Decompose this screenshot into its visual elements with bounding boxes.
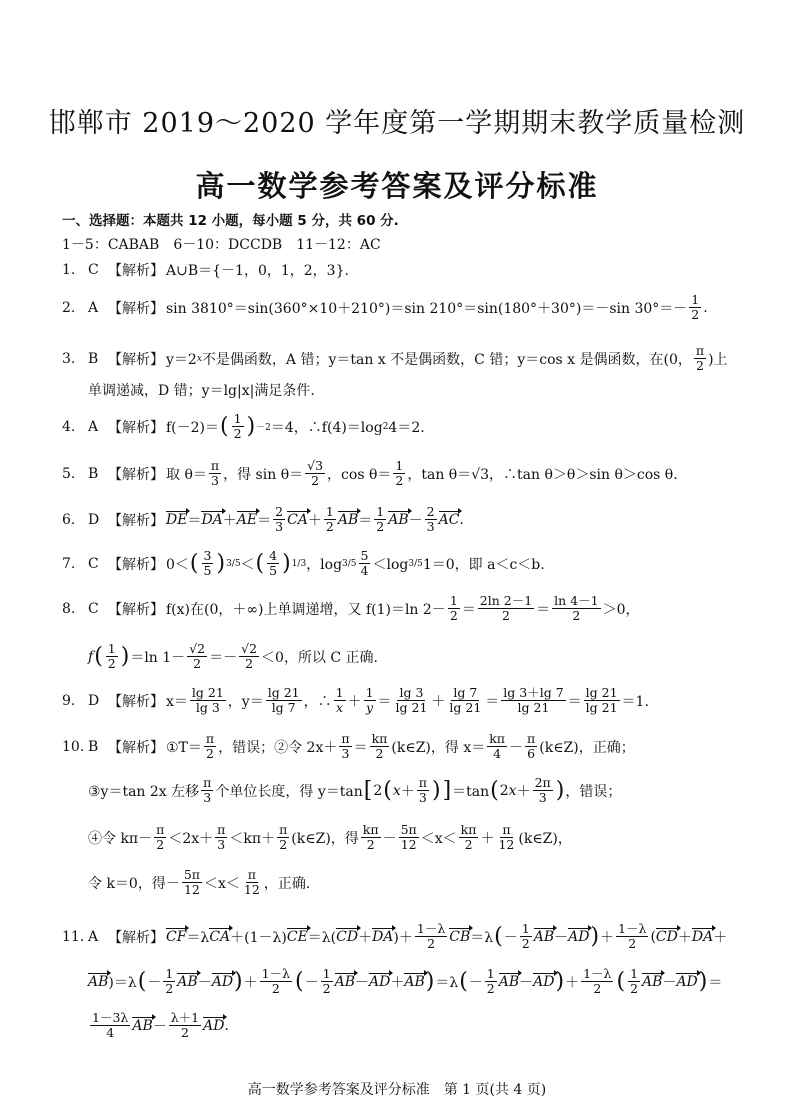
question-4: 4. A 【解析】 f(－2)＝ ( $\frac{1}{2}$ ) －2 ＝4，∴f(4)＝log 2 4＝2.: [62, 411, 425, 442]
section-heading: 一、选择题：本题共 12 小题，每小题 5 分，共 60 分.: [62, 213, 399, 229]
question-8: 8. C 【解析】 f(x)在(0，＋∞)上单调递增，又 f(1)＝ln 2－ $\frac{1}{2}$ ＝ $\frac{2\ln 2-1}{2}$ ＝ $\frac{\ln 4-1}{2}$ ＞0，: [62, 593, 640, 624]
question-11-cont-1: AB )＝λ ( － $\frac{1}{2}$ AB － AD ) ＋ $\frac{1-\lambda}{2}$ ( － $\frac{1}{2}$ AB － AD ＋ AB ) ＝λ ( － $\frac{1}{2}$ AB － AD ) ＋ $\frac{1-\lambda}{2}$ ( $\frac{1}{2}$ AB － AD ) ＝: [88, 966, 723, 997]
page-footer: 高一数学参考答案及评分标准 第 1 页(共 4 页): [247, 1082, 547, 1098]
question-5: 5. B 【解析】 取 θ＝ $\frac{\pi}{3}$ ，得 sin θ＝ $\frac{√3}{2}$ ，cos θ＝ $\frac{1}{2}$ ，tan θ＝√3，∴tan θ＞θ＞sin θ＞cos θ.: [62, 458, 678, 489]
question-10: 10. B 【解析】 ①T＝ $\frac{\pi}{2}$ ，错误；②令 2x＋ $\frac{\pi}{3}$ ＝ $\frac{k\pi}{2}$ (k∈Z)，得 x＝ $\frac{k\pi}{4}$ － $\frac{\pi}{6}$ (k∈Z)，正确；: [62, 731, 635, 762]
question-3-cont: 单调递减，D 错；y＝lg|x|满足条件.: [88, 383, 315, 399]
question-7: 7. C 【解析】 0＜ ( $\frac{3}{5}$ ) 3/5 ＜ ( $\frac{4}{5}$ ) 1/3 ，log 3/5 $\frac{5}{4}$ ＜log 3/5 1＝0，即 a＜c＜b.: [62, 548, 545, 579]
question-8-cont: f ( $\frac{1}{2}$ ) ＝ln 1－ $\frac{√2}{2}$ ＝－ $\frac{√2}{2}$ ＜0，所以 C 正确.: [88, 641, 379, 672]
question-6: 6. D 【解析】 DE ＝ DA ＋ AE ＝ $\frac{2}{3}$ CA ＋ $\frac{1}{2}$ AB ＝ $\frac{1}{2}$ AB － $\frac{2}{3}$ AC .: [62, 504, 464, 535]
question-1: 1. C 【解析】 A∪B＝{－1，0，1，2，3}.: [62, 262, 349, 279]
question-2: 2. A 【解析】 sin 3810°＝sin(360°×10＋210°)＝sin 210°＝sin(180°＋30°)＝－sin 30°＝－ $\frac{1}{2}$ .: [62, 292, 708, 323]
question-10-item-4: ④令 kπ－ $\frac{\pi}{2}$ ＜2x＋ $\frac{\pi}{3}$ ＜kπ＋ $\frac{\pi}{2}$ (k∈Z)，得 $\frac{k\pi}{2}$ － $\frac{5\pi}{12}$ ＜x＜ $\frac{k\pi}{2}$ ＋ $\frac{\pi}{12}$ (k∈Z)，: [88, 822, 572, 853]
question-10-item-3: ③y＝tan 2x 左移 $\frac{\pi}{3}$ 个单位长度，得 y＝tan [ 2 ( x ＋ $\frac{\pi}{3}$ ) ] ＝tan ( 2 x ＋ $\frac{2\pi}{3}$ ) ，错误；: [88, 775, 622, 806]
answer-key-title: 高一数学参考答案及评分标准: [195, 169, 599, 203]
question-9: 9. D 【解析】 x＝ $\frac{\lg 21}{\lg 3}$ ，y＝ $\frac{\lg 21}{\lg 7}$ ，∴ $\frac{1}{x}$ ＋ $\frac{1}{y}$ ＝ $\frac{\lg 3}{\lg 21}$ ＋ $\frac{\lg 7}{\lg 21}$ ＝ $\frac{\lg 3+\lg 7}{\lg 21}$ ＝ $\frac{\lg 21}{\lg 21}$ ＝1.: [62, 685, 649, 716]
question-11: 11. A 【解析】 CF ＝λ CA ＋(1－λ) CE ＝λ( CD ＋ DA )＋ $\frac{1-\lambda}{2}$ CB ＝λ ( － $\frac{1}{2}$ AB － AD ) ＋ $\frac{1-\lambda}{2}$ ( CD ＋ DA ＋: [62, 921, 728, 952]
exam-title: 邯郸市 2019～2020 学年度第一学期期末教学质量检测: [48, 108, 746, 139]
question-10-conclusion: 令 k＝0，得－ $\frac{5\pi}{12}$ ＜x＜ $\frac{\pi}{12}$ ，正确.: [88, 867, 311, 898]
answer-summary: 1－5：CABAB 6－10：DCCDB 11－12：AC: [62, 237, 381, 253]
question-3: 3. B 【解析】 y＝2 x 不是偶函数，A 错；y＝tan x 不是偶函数，C 错；y＝cos x 是偶函数，在(0， $\frac{\pi}{2}$ )上: [62, 343, 728, 374]
question-11-cont-2: $\frac{1-3\lambda}{4}$ AB － $\frac{\lambda+1}{2}$ AD .: [92, 1010, 229, 1041]
